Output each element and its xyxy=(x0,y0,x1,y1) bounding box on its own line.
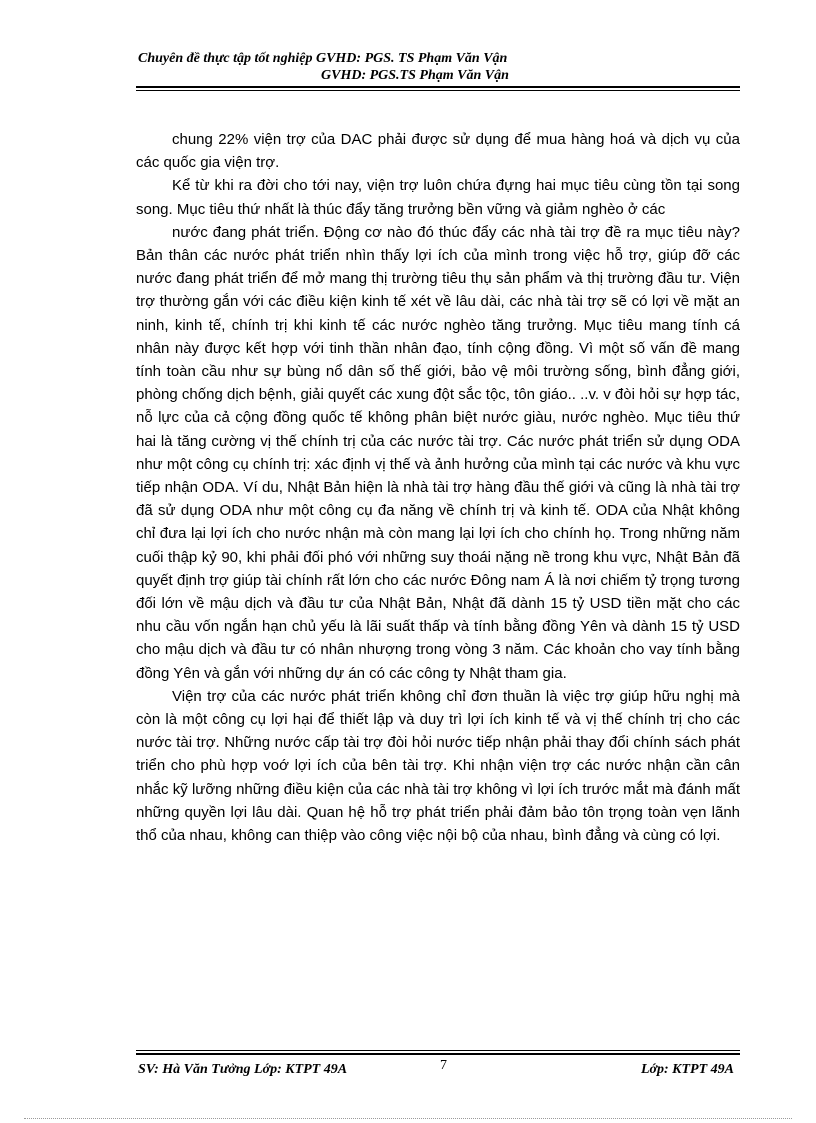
header-divider xyxy=(136,86,740,91)
footer-class: Lớp: KTPT 49A xyxy=(640,1062,734,1077)
document-body xyxy=(136,128,740,847)
page-number: 7 xyxy=(440,1058,447,1073)
page-edge-dotted-line xyxy=(24,1118,792,1119)
header-advisor: GVHD: PGS.TS Phạm Văn Vận xyxy=(321,68,509,83)
paragraph-2: Kể từ khi ra đời cho tới nay, viện trợ luôn chứa đựng hai mục tiêu cùng tồn tại song song. Mục tiêu thứ nhất là thúc đẩy tăng trưởng bền vững và giảm nghèo ở các xyxy=(136,177,740,218)
page-header xyxy=(138,50,738,84)
paragraph-4: Viện trợ của các nước phát triển không chỉ đơn thuần là việc trợ giúp hữu nghị mà còn là một công cụ lợi hại để thiết lập và duy trì lợi ích kinh tế và vị thế chính trị cho các nước tài trợ. Những nước cấp tài trợ đòi hỏi nước tiếp nhận phải thay đổi chính sách phát triển cho phù hợp voớ lợi ích của bên tài trợ. Khi nhận viện trợ các nước nhận cần cân nhắc kỹ lưỡng những điều kiện của các nhà tài trợ không vì lợi ích trước mắt mà đánh mất những quyền lợi lâu dài. Quan hệ hỗ trợ phát triển phải đảm bảo tôn trọng toàn vẹn lãnh thổ của nhau, không can thiệp vào công việc nội bộ của nhau, bình đẳng và cùng có lợi. xyxy=(136,687,740,845)
header-title: Chuyên đề thực tập tốt nghiệp GVHD: PGS. TS Phạm Văn Vận xyxy=(138,51,508,66)
paragraph-3: nước đang phát triển. Động cơ nào đó thúc đẩy các nhà tài trợ đề ra mục tiêu này? Bản thân các nước phát triển nhìn thấy lợi ích của mình trong việc hỗ trợ, giúp đỡ các nước đang phát triển để mở mang thị trường tiêu thụ sản phẩm và thị trường đầu tư. Viện trợ thường gắn với các điều kiện kinh tế xét về lâu dài, các nhà tài trợ sẽ có lợi về mặt an ninh, kinh tế, chính trị khi kinh tế các nước nghèo tăng trưởng. Mục tiêu mang tính cá nhân này được kết hợp với tinh thần nhân đạo, tính cộng đồng. Vì một số vấn đề mang tính toàn cầu như sự bùng nổ dân số thế giới, bảo vệ môi trường sống, bình đẳng giới, phòng chống dịch bệnh, giải quyết các xung đột sắc tộc, tôn giáo.. ..v. v đòi hỏi sự hợp tác, nỗ lực của cả cộng đồng quốc tế không phân biệt nước giàu, nước nghèo. Mục tiêu thứ hai là tăng cường vị thế chính trị của các nước tài trợ. Các nước phát triển sử dụng ODA như một công cụ chính trị: xác định vị thế và ảnh hưởng của mình tại các nước và khu vực tiếp nhận ODA. Ví du, Nhật Bản hiện là nhà tài trợ hàng đầu thế giới và cũng là nhà tài trợ đã sử dụng ODA như một công cụ đa năng về chính trị và kinh tế. ODA của Nhật không chỉ đưa lại lợi ích cho nước nhận mà còn mang lại lợi ích cho chính họ. Trong những năm cuối thập kỷ 90, khi phải đối phó với những suy thoái nặng nề trong khu vực, Nhật Bản đã quyết định trợ giúp tài chính rất lớn cho các nước Đông nam Á là nơi chiếm tỷ trọng tương đối lớn về mậu dịch và đầu tư của Nhật Bản, Nhật đã dành 15 tỷ USD tiền mặt cho các nhu cầu vốn ngắn hạn chủ yếu là lãi suất thấp và tính bằng đồng Yên và dành 15 tỷ USD cho mậu dịch và đầu tư có nhân nhượng trong vòng 3 năm. Các khoản cho vay tính bằng đồng Yên và gắn với những dự án có các công ty Nhật tham gia. xyxy=(136,223,740,682)
footer-student: SV: Hà Văn Tưởng Lớp: KTPT 49A xyxy=(138,1062,348,1077)
paragraph-1: chung 22% viện trợ của DAC phải được sử dụng để mua hàng hoá và dịch vụ của các quốc gia viện trợ. xyxy=(136,131,740,172)
footer-divider xyxy=(136,1050,740,1055)
